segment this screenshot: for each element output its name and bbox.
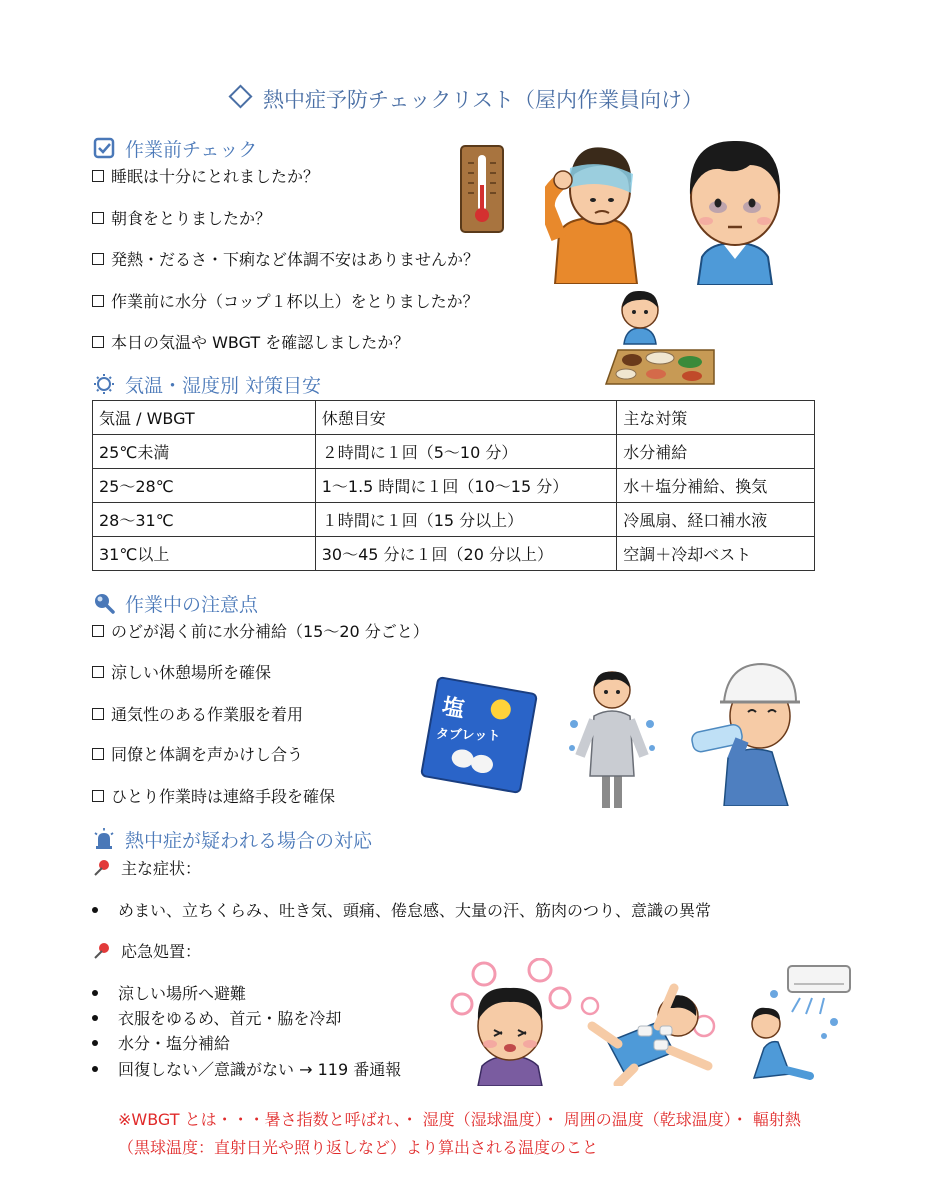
lying-person-illustration xyxy=(578,982,728,1086)
during-item[interactable]: 通気性のある作業服を着用 xyxy=(92,702,303,725)
diamond-icon xyxy=(228,84,252,108)
sun-icon xyxy=(93,373,115,400)
section-heading-measures: 気温・湿度別 対策目安 xyxy=(93,371,321,400)
symptoms-list-item: めまい、立ちくらみ、吐き気、頭痛、倦怠感、大量の汗、筋肉のつり、意識の異常 xyxy=(92,898,711,921)
bullet-icon xyxy=(92,1066,98,1072)
salt-tablet-illustration: 塩 タブレット xyxy=(420,676,538,794)
worker-drinking-illustration xyxy=(688,660,800,806)
table-cell: １時間に１回（15 分以上） xyxy=(315,503,617,537)
thermometer-illustration xyxy=(460,145,504,233)
worker-cooling-illustration xyxy=(566,668,658,810)
table-cell: 31℃以上 xyxy=(93,537,316,571)
checkbox-icon[interactable] xyxy=(92,790,104,802)
checkbox-icon[interactable] xyxy=(92,212,104,224)
first-aid-list-item: 回復しない／意識がない → 119 番通報 xyxy=(92,1057,401,1080)
during-item[interactable]: 同僚と体調を声かけし合う xyxy=(92,742,303,765)
table-header-cell: 主な対策 xyxy=(617,401,815,435)
pre-check-item[interactable]: 本日の気温や WBGT を確認しましたか？ xyxy=(92,330,409,353)
bullet-icon xyxy=(92,907,98,913)
checkbox-icon[interactable] xyxy=(92,748,104,760)
first-aid-label: 応急処置： xyxy=(93,939,201,964)
table-row xyxy=(93,435,815,469)
wbgt-note: ※WBGT とは・・・暑さ指数と呼ばれ、・ 湿度（湿球温度）・ 周囲の温度（乾球温度）・ 輻射熱（黒球温度：直射日光や照り返しなど）より算出される温度のこと xyxy=(118,1110,801,1157)
dizzy-person-illustration xyxy=(444,958,574,1086)
table-header-row xyxy=(93,401,815,435)
table-cell: 水＋塩分補給、換気 xyxy=(617,469,815,503)
bullet-icon xyxy=(92,990,98,996)
table-header-cell: 休憩目安 xyxy=(315,401,617,435)
tired-person-illustration xyxy=(680,135,790,285)
pre-check-item[interactable]: 作業前に水分（コップ１杯以上）をとりましたか？ xyxy=(92,289,479,312)
table-cell: 25〜28℃ xyxy=(93,469,316,503)
pre-check-item[interactable]: 朝食をとりましたか？ xyxy=(92,206,271,229)
pre-check-item[interactable]: 睡眠は十分にとれましたか？ xyxy=(92,164,319,187)
checkbox-icon[interactable] xyxy=(92,666,104,678)
first-aid-list-item: 水分・塩分補給 xyxy=(92,1031,230,1054)
bullet-icon xyxy=(92,1040,98,1046)
checkbox-icon[interactable] xyxy=(92,625,104,637)
during-item[interactable]: のどが渇く前に水分補給（15〜20 分ごと） xyxy=(92,619,429,642)
table-cell: ２時間に１回（5〜10 分） xyxy=(315,435,617,469)
table-cell: 水分補給 xyxy=(617,435,815,469)
table-cell: 28〜31℃ xyxy=(93,503,316,537)
during-item[interactable]: ひとり作業時は連絡手段を確保 xyxy=(92,784,335,807)
page-title: 熱中症予防チェックリスト（屋内作業員向け） xyxy=(0,84,935,114)
table-header-cell: 気温 / WBGT xyxy=(93,401,316,435)
checkbox-icon[interactable] xyxy=(92,295,104,307)
checkbox-icon[interactable] xyxy=(92,253,104,265)
breakfast-illustration xyxy=(604,288,716,388)
section-heading-during: 作業中の注意点 xyxy=(93,590,258,619)
first-aid-list-item: 衣服をゆるめ、首元・脇を冷却 xyxy=(92,1006,341,1029)
table-cell: 25℃未満 xyxy=(93,435,316,469)
table-row xyxy=(93,503,815,537)
bullet-icon xyxy=(92,1015,98,1021)
magnifier-icon xyxy=(93,592,115,619)
tablet-icon xyxy=(470,753,495,775)
table-cell: 空調＋冷却ベスト xyxy=(617,537,815,571)
checkbox-icon[interactable] xyxy=(92,336,104,348)
sun-icon xyxy=(489,698,512,721)
air-conditioner-illustration xyxy=(744,962,852,1080)
during-item[interactable]: 涼しい休憩場所を確保 xyxy=(92,660,271,683)
table-row xyxy=(93,469,815,503)
first-aid-list-item: 涼しい場所へ避難 xyxy=(92,981,246,1004)
table-cell: 冷風扇、経口補水液 xyxy=(617,503,815,537)
table-row xyxy=(93,537,815,571)
pushpin-icon xyxy=(93,942,111,964)
symptoms-label: 主な症状： xyxy=(93,856,201,881)
section-heading-pre-check: 作業前チェック xyxy=(93,135,257,164)
checkbox-icon[interactable] xyxy=(92,170,104,182)
table-cell: 1〜1.5 時間に１回（10〜15 分） xyxy=(315,469,617,503)
checkbox-checked-icon xyxy=(93,137,115,164)
pushpin-icon xyxy=(93,859,111,881)
section-heading-response: 熱中症が疑われる場合の対応 xyxy=(93,826,372,855)
alarm-light-icon xyxy=(93,828,115,855)
measures-table xyxy=(92,400,815,571)
checkbox-icon[interactable] xyxy=(92,708,104,720)
table-cell: 30〜45 分に１回（20 分以上） xyxy=(315,537,617,571)
feverish-person-illustration xyxy=(545,138,645,284)
pre-check-item[interactable]: 発熱・だるさ・下痢など体調不安はありませんか？ xyxy=(92,247,479,270)
